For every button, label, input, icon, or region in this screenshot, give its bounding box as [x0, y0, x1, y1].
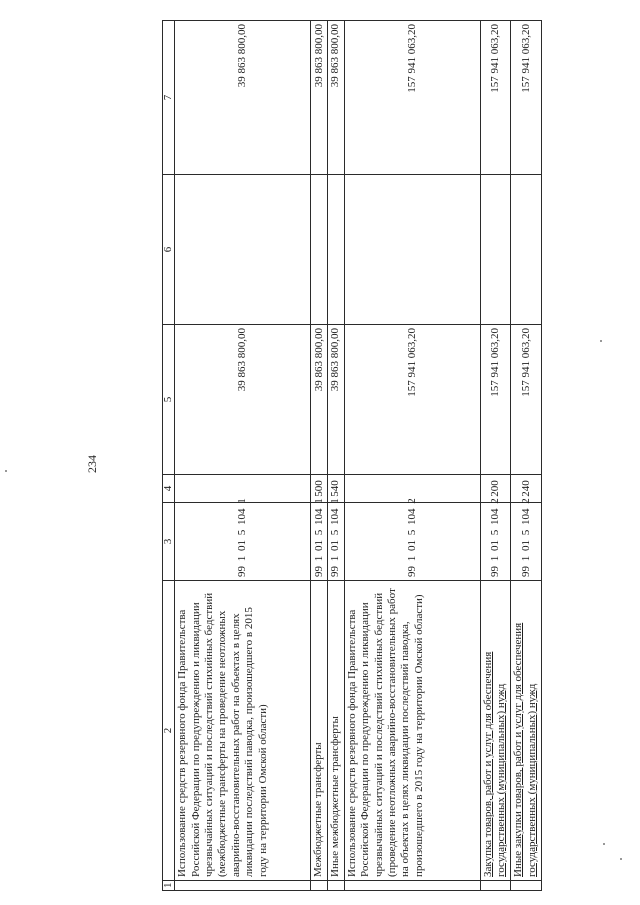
scan-speck	[5, 470, 7, 472]
rotated-page	[162, 21, 542, 891]
amount-cell	[311, 175, 328, 325]
row-number-cell	[311, 881, 328, 891]
target-code-cell: 99 1 01 5 104 1	[311, 503, 328, 581]
scan-speck	[600, 340, 602, 342]
table-row	[480, 21, 510, 891]
amount-cell: 157 941 063,20	[344, 325, 480, 475]
target-code-cell: 99 1 01 5 104 2	[511, 503, 542, 581]
target-code-cell: 99 1 01 5 104 2	[344, 503, 480, 581]
amount-cell: 39 863 800,00	[175, 21, 311, 175]
amount-cell: 39 863 800,00	[311, 21, 328, 175]
expense-type-cell: 240	[511, 475, 542, 503]
amount-cell: 157 941 063,20	[480, 325, 510, 475]
amount-cell	[344, 175, 480, 325]
table-row	[328, 21, 345, 891]
row-number-cell	[328, 881, 345, 891]
amount-cell: 39 863 800,00	[175, 325, 311, 475]
target-code-cell: 99 1 01 5 104 2	[480, 503, 510, 581]
amount-cell: 39 863 800,00	[328, 21, 345, 175]
column-number: 6	[163, 175, 175, 325]
column-number: 5	[163, 325, 175, 475]
page-number: 234	[85, 455, 99, 473]
expense-type-cell: 200	[480, 475, 510, 503]
target-code-cell: 99 1 01 5 104 1	[328, 503, 345, 581]
scan-speck	[620, 858, 622, 860]
amount-cell	[175, 175, 311, 325]
description-cell: Использование средств резервного фонда Правительства Российской Федерации по предупреждению и ликвидации чрезвычайных ситуаций и последствий стихийных бедствий (проведение неотложных аварийно-восстановительных работ на объектах в целях ликвидации последствий паводка, произошедшего в 2015 году на территории Омской области)	[344, 581, 480, 881]
column-number: 7	[163, 21, 175, 175]
description-text: Закупка товаров, работ и услуг для обеспечения государственных (муниципальных) нужд	[481, 651, 508, 877]
amount-cell: 39 863 800,00	[328, 325, 345, 475]
table-row	[175, 21, 311, 891]
description-cell: Использование средств резервного фонда Правительства Российской Федерации по предупреждению и ликвидации чрезвычайных ситуаций и последствий стихийных бедствий (межбюджетные трансферты на проведение неотложных аварийно-восстановительных работ на объектах в целях ликвидации последствий паводка, произошедшего в 2015 году на территории Омской области)	[175, 581, 311, 881]
expense-type-cell: 540	[328, 475, 345, 503]
column-number: 1	[163, 881, 175, 891]
scan-speck	[603, 843, 605, 845]
table-row	[344, 21, 480, 891]
budget-table	[162, 20, 542, 891]
target-code-cell: 99 1 01 5 104 1	[175, 503, 311, 581]
row-number-cell	[511, 881, 542, 891]
amount-cell: 157 941 063,20	[511, 325, 542, 475]
description-cell: Межбюджетные трансферты	[311, 581, 328, 881]
table-row	[511, 21, 542, 891]
description-cell	[511, 581, 542, 881]
amount-cell: 157 941 063,20	[480, 21, 510, 175]
row-number-cell	[480, 881, 510, 891]
amount-cell: 39 863 800,00	[311, 325, 328, 475]
expense-type-cell: 500	[311, 475, 328, 503]
amount-cell: 157 941 063,20	[511, 21, 542, 175]
column-number-row	[163, 21, 175, 891]
column-number: 4	[163, 475, 175, 503]
description-cell	[480, 581, 510, 881]
row-number-cell	[175, 881, 311, 891]
table-row	[311, 21, 328, 891]
row-number-cell	[344, 881, 480, 891]
description-cell: Иные межбюджетные трансферты	[328, 581, 345, 881]
description-text: Иные закупки товаров, работ и услуг для обеспечения государственных (муниципальных) нужд	[512, 622, 538, 877]
amount-cell	[328, 175, 345, 325]
amount-cell	[511, 175, 542, 325]
column-number: 3	[163, 503, 175, 581]
amount-cell: 157 941 063,20	[344, 21, 480, 175]
column-number: 2	[163, 581, 175, 881]
amount-cell	[480, 175, 510, 325]
